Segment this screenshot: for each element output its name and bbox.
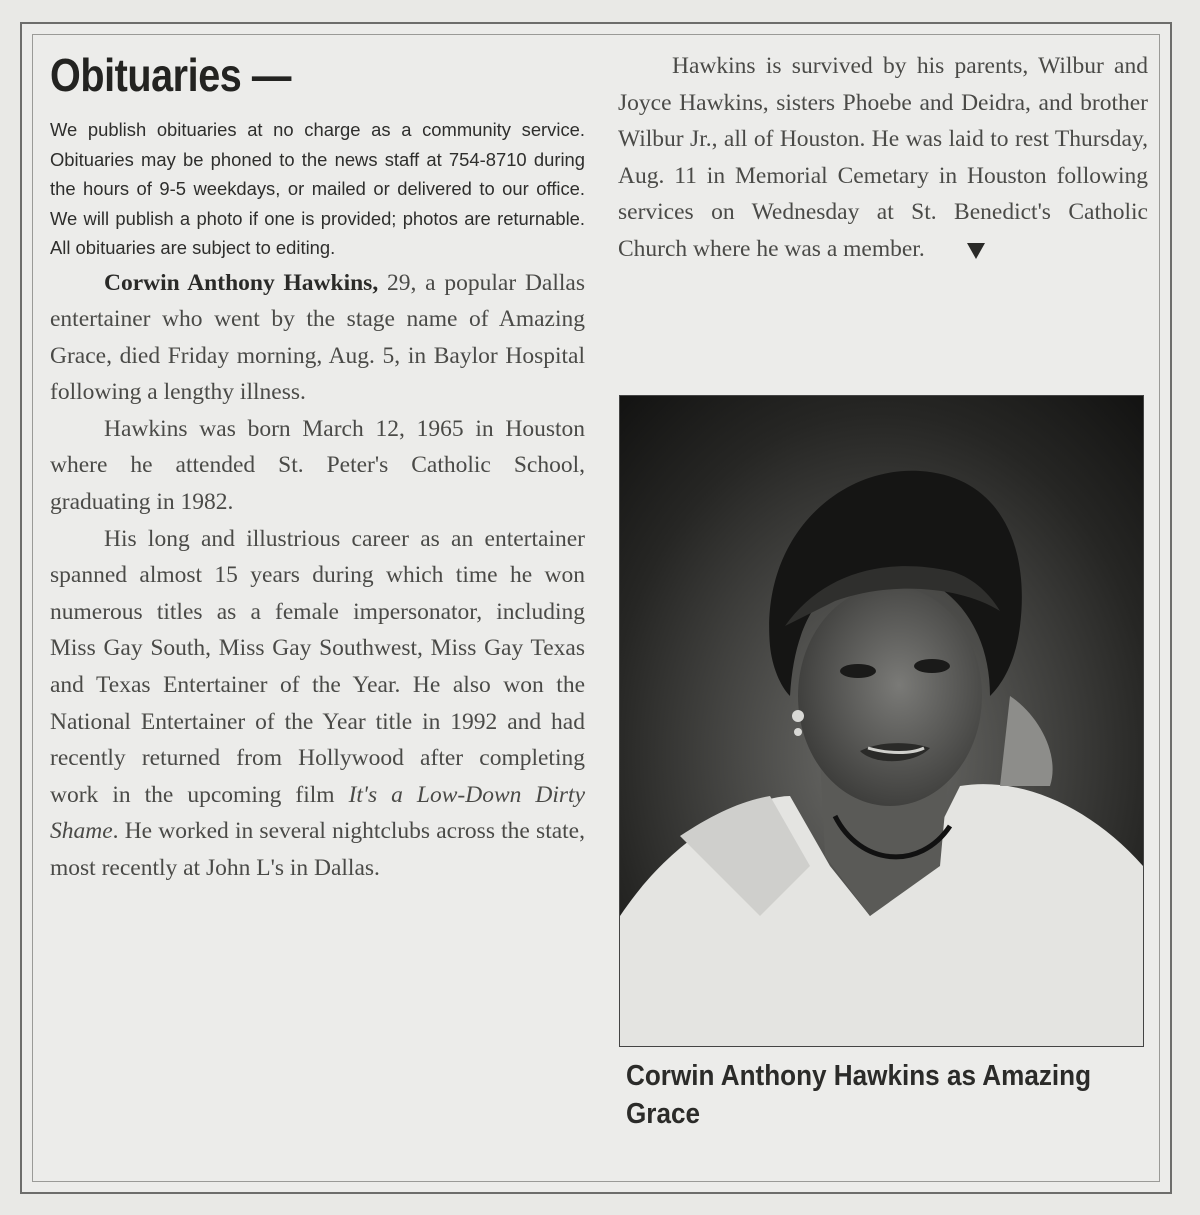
- obituary-paragraph-1: [50, 265, 585, 411]
- portrait-photo: [619, 395, 1144, 1047]
- obituary-paragraph-3: [50, 521, 585, 887]
- film-title: It's a Low-Down Dirty Shame: [50, 781, 585, 845]
- left-column: [50, 45, 585, 887]
- photo-caption: Corwin Anthony Hawkins as Amazing Grace: [626, 1060, 1092, 1130]
- right-column: [618, 48, 1148, 268]
- end-mark-triangle-icon: [967, 243, 985, 259]
- paragraph-3-text: His long and illustrious career as an entertainer spanned almost 15 years during which time he won numerous titles as a female impersonator, including Miss Gay South, Miss Gay Southwest, Miss Gay Texas and Texas Entertainer of the Year. He also won the National Entertainer of the Year title in 1992 and had recently returned from Hollywood after completing work in the upcoming film: [50, 525, 585, 808]
- paragraph-1-text: 29, a popular Dallas entertainer who went by the stage name of Amazing Grace, died Friday morning, Aug. 5, in Baylor Hospital following a lengthy illness.: [50, 269, 585, 406]
- obituary-paragraph-2: Hawkins was born March 12, 1965 in Houston where he attended St. Peter's Catholic School, graduating in 1982.: [50, 415, 585, 516]
- paragraph-4-text: Hawkins is survived by his parents, Wilbur and Joyce Hawkins, sisters Phoebe and Deidra, and brother Wilbur Jr., all of Houston. He was laid to rest Thursday, Aug. 11 in Memorial Cemetary in Houston following services on Wednesday at St. Benedict's Catholic Church where he was a member.: [618, 53, 1148, 262]
- obituary-paragraph-4: [618, 48, 1148, 268]
- deceased-name: Corwin Anthony Hawkins,: [104, 269, 379, 296]
- publication-notice: We publish obituaries at no charge as a community service. Obituaries may be phoned to the news staff at 754-8710 during the hours of 9-5 weekdays, or mailed or delivered to our office. We will publish a photo if one is provided; photos are returnable. All obituaries are subject to editing.: [50, 119, 585, 258]
- portrait-photo-svg: [620, 396, 1143, 1046]
- paragraph-3-end: . He worked in several nightclubs across the state, most recently at John L's in Dallas.: [50, 818, 585, 881]
- section-heading: Obituaries —: [50, 49, 292, 101]
